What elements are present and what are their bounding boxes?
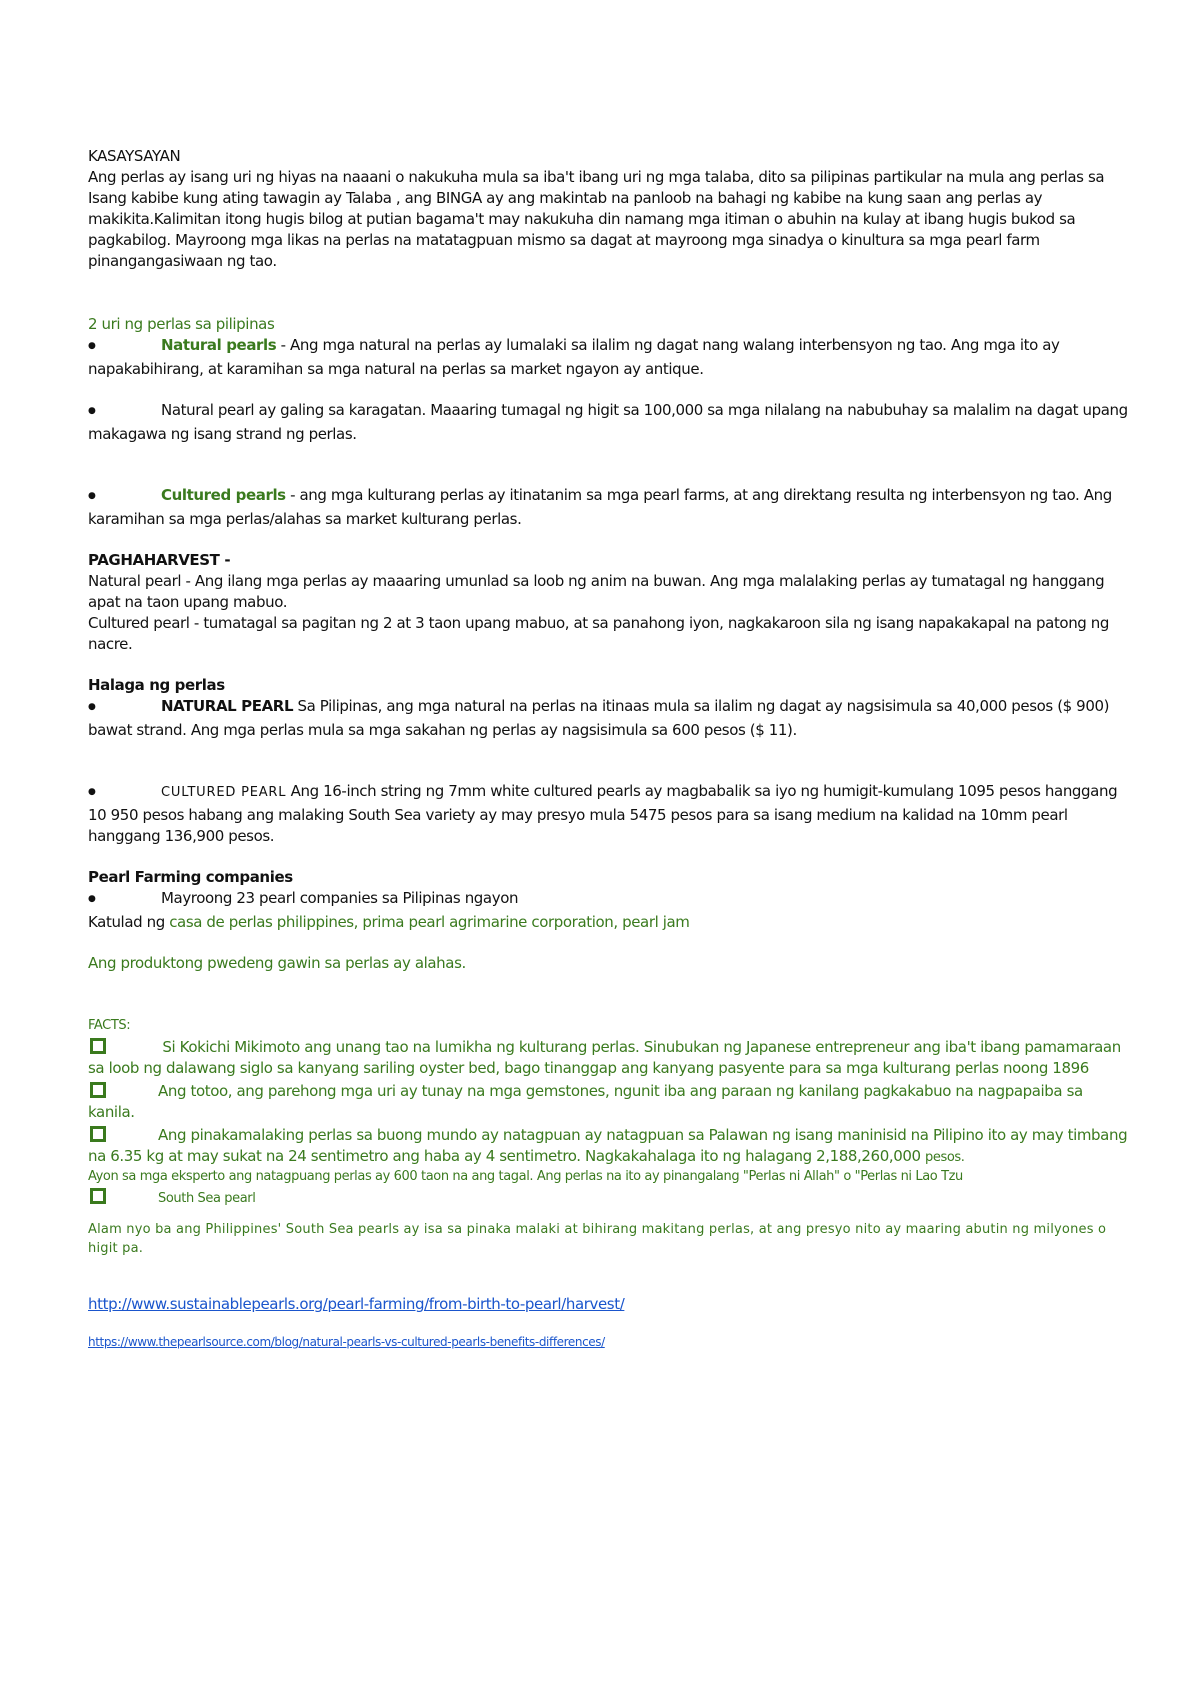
value-natural-item [88,696,1128,741]
product-text: Ang produktong pwedeng gawin sa perlas ay alahas. [88,954,466,972]
bullet-icon [88,888,161,912]
fact-item-1 [88,1037,1128,1079]
value-cultured-label: CULTURED PEARL [161,785,287,800]
companies-count-item [88,888,1128,912]
fact-3-pesos: pesos. [925,1150,965,1165]
fact-3-text: Ang pinakamalaking perlas sa buong mundo ay natagpuan ay natagpuan sa Palawan ng isang maninisid na Pilipino ito ay may timbang na 6.35 kg at may sukat na 24 sentimetro ang haba ay 4 sentimetro. Nagkakahalaga ito ng halagang 2,188,260,000 [88,1126,1128,1165]
checkbox-icon [90,1082,106,1098]
bullet-icon [88,781,161,805]
checkbox-icon [90,1038,106,1054]
value-cultured-item [88,781,1128,847]
harvest-cultured: Cultured pearl - tumatagal sa pagitan ng 2 at 3 taon upang mabuo, at sa panahong iyon, nagkakaroon sila ng isang napakakapal na patong ng nacre. [88,614,1110,653]
companies-count-text: Mayroong 23 pearl companies sa Pilipinas ngayon [161,889,519,907]
fact-2-text: Ang totoo, ang parehong mga uri ay tunay na mga gemstones, ngunit iba ang paraan ng kanilang pagkakabuo na nagpapaiba sa kanila. [88,1082,1083,1121]
bullet-icon [88,400,161,424]
reference-link-1-row [88,1294,1128,1315]
history-body: Ang perlas ay isang uri ng hiyas na naaani o nakukuha mula sa iba't ibang uri ng mga talaba, dito sa pilipinas partikular na mula ang perlas sa Isang kabibe kung ating tawagin ay Talaba , ang BINGA ay ang makintab na panloob na bahagi ng kabibe na kung saan ang perlas ay makikita.Kalimitan itong hugis bilog at putian bagama't may nakukuha din namang mga itiman o abuhin na kulay at ibang hugis bukod sa pagkabilog. Mayroong mga likas na perlas na matatagpuan mismo sa dagat at mayroong mga sinadya o kinultura sa mga pearl farm pinangangasiwaan ng tao. [88,168,1105,270]
fact-1-text: Si Kokichi Mikimoto ang unang tao na lumikha ng kulturang perlas. Sinubukan ng Japanese entrepreneur ang iba't ibang pamamaraan sa loob ng dalawang siglo sa kanyang sariling oyster bed, bago tinanggap ang kanyang pasyente para sa mga kulturang perlas noong 1896 [88,1038,1121,1077]
checkbox-icon [90,1126,106,1142]
natural-pearls-item [88,335,1128,380]
bullet-icon [88,335,161,359]
natural-pearls-text: - Ang mga natural na perlas ay lumalaki sa ilalim ng dagat nang walang interbensyon ng tao. Ang mga ito ay napakabihirang, at karamihan sa mga natural na perlas sa market ngayon ay antique. [88,336,1060,378]
companies-examples-prefix: Katulad ng [88,913,170,931]
harvest-natural: Natural pearl - Ang ilang mga perlas ay maaaring umunlad sa loob ng anim na buwan. Ang mga malalaking perlas ay tumatagal ng hanggang apat na taon upang mabuo. [88,572,1105,611]
value-natural-text: Sa Pilipinas, ang mga natural na perlas na itinaas mula sa ilalim ng dagat ay nagsisimula sa 40,000 pesos ($ 900) bawat strand. Ang mga perlas mula sa mga sakahan ng perlas ay nagsisimula sa 600 pesos ($ 11). [88,697,1110,739]
bullet-icon [88,696,161,720]
value-heading: Halaga ng perlas [88,676,225,694]
harvest-heading: PAGHAHARVEST - [88,551,231,569]
fact-item-3 [88,1125,1128,1167]
natural-pearl-extra-item [88,400,1128,445]
reference-link-2[interactable]: https://www.thepearlsource.com/blog/natural-pearls-vs-cultured-pearls-benefits-differences/ [88,1335,605,1349]
facts-heading: FACTS: [88,1018,131,1033]
checkbox-icon [90,1188,106,1204]
fact-4-text: South Sea pearl [158,1191,256,1206]
cultured-pearls-text: - ang mga kulturang perlas ay itinatanim sa mga pearl farms, at ang direktang resulta ng interbensyon ng tao. Ang karamihan sa mga perlas/alahas sa market kulturang perlas. [88,486,1112,528]
natural-pearl-extra-text: Natural pearl ay galing sa karagatan. Maaaring tumagal ng higit sa 100,000 sa mga nilalang na nabubuhay sa malalim na dagat upang makagawa ng isang strand ng perlas. [88,401,1128,443]
companies-examples [88,912,1128,933]
history-heading: KASAYSAYAN [88,147,181,165]
companies-heading: Pearl Farming companies [88,868,293,886]
fact-item-4 [88,1188,1128,1208]
cultured-pearls-label: Cultured pearls [161,486,286,504]
value-natural-label: NATURAL PEARL [161,697,294,715]
facts-closing: Alam nyo ba ang Philippines' South Sea pearls ay isa sa pinaka malaki at bihirang makitang perlas, at ang presyo nito ay maaring abutin ng milyones o higit pa. [88,1222,1107,1256]
reference-link-1[interactable]: http://www.sustainablepearls.org/pearl-farming/from-birth-to-pearl/harvest/ [88,1295,625,1313]
fact-item-2 [88,1081,1128,1123]
document-page [88,146,1128,1353]
cultured-pearls-item [88,485,1128,530]
bullet-icon [88,485,161,509]
value-cultured-text: Ang 16-inch string ng 7mm white cultured pearls ay magbabalik sa iyo ng humigit-kumulang 1095 pesos hanggang 10 950 pesos habang ang malaking South Sea variety ay may presyo mula 5475 pesos para sa isang medium na kalidad na 10mm pearl hanggang 136,900 pesos. [88,782,1118,845]
reference-link-2-row [88,1331,1128,1353]
natural-pearls-label: Natural pearls [161,336,277,354]
types-heading: 2 uri ng perlas sa pilipinas [88,315,275,333]
companies-examples-list: casa de perlas philippines, prima pearl agrimarine corporation, pearl jam [169,913,690,931]
fact-3-continuation: Ayon sa mga eksperto ang natagpuang perlas ay 600 taon na ang tagal. Ang perlas na ito ay pinangalang "Perlas ni Allah" o "Perlas ni Lao Tzu [88,1169,963,1184]
